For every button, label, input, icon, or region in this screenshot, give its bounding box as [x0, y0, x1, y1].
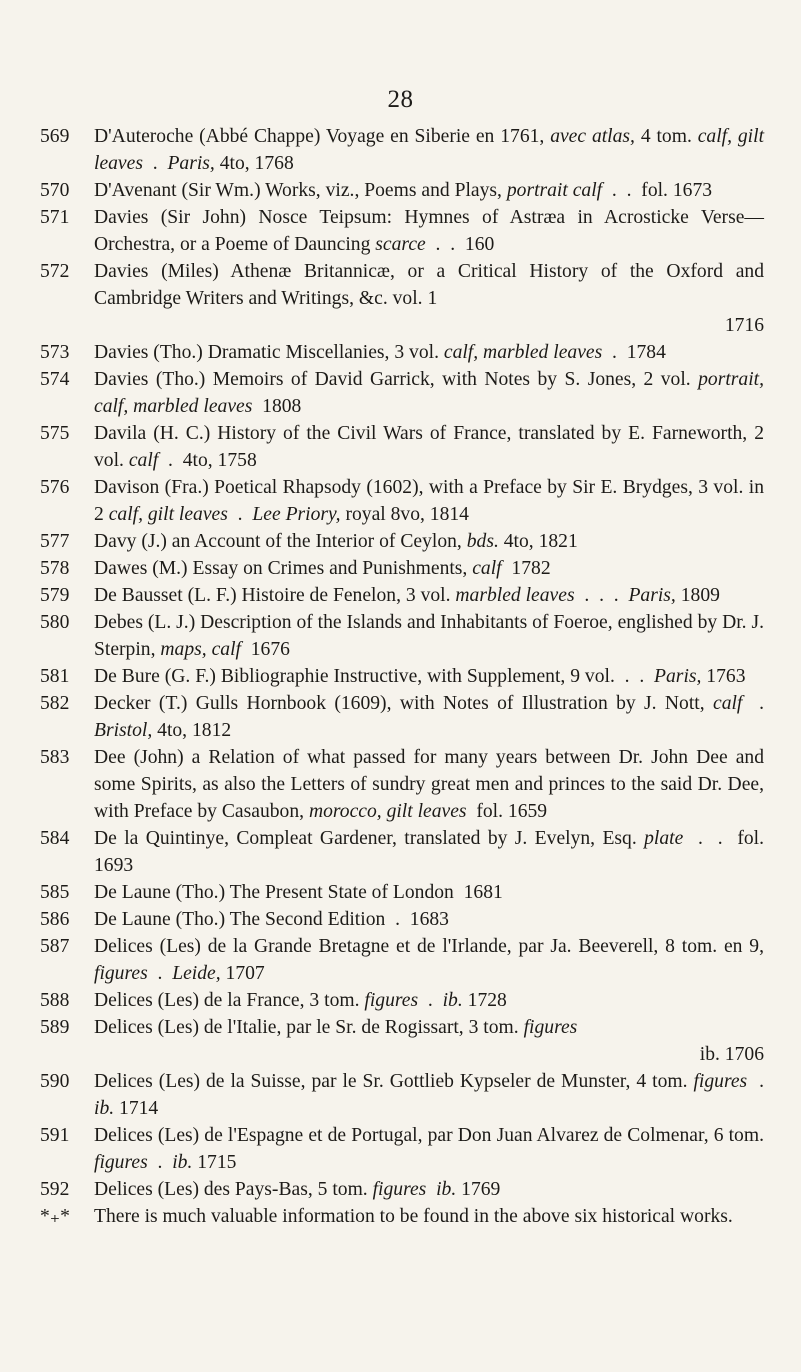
entry-text: 1707 [220, 963, 265, 984]
catalogue-entry [40, 582, 764, 609]
catalogue-entry [40, 258, 769, 339]
entry-text: Davila (H. C.) History of the Civil Wars of France, translated by E. Farneworth, 2 vol. [94, 423, 769, 471]
entry-text: 1714 [114, 1098, 159, 1119]
entry-text: 1763 [701, 666, 746, 687]
italic-text: Leide, [172, 963, 221, 984]
entry-text: De Laune (Tho.) The Second Edition . 1683 [94, 909, 449, 930]
catalogue-entry [40, 204, 764, 258]
entry-text: 1716 [724, 315, 764, 336]
italic-text: scarce [375, 234, 426, 255]
entry-text: D'Auteroche (Abbé Chappe) Voyage en Siberie en 1761, [94, 126, 551, 147]
entry-text: De Laune (Tho.) The Present State of London 1681 [94, 882, 503, 903]
entry-description [94, 906, 764, 933]
entry-text: Dee (John) a Relation of what passed for many years between Dr. John Dee and some Spirits, as also the Letters of sundry great men and princes to the said Dr. Dee, with Preface by Casaubon, [94, 747, 769, 822]
entry-number: 583 [40, 747, 70, 768]
italic-text: ib. [94, 1098, 115, 1119]
entry-description [94, 1176, 764, 1203]
entry-text: 4to, 1821 [498, 531, 578, 552]
entry-description [94, 933, 769, 987]
italic-text: ib. [699, 1044, 720, 1065]
catalogue-entry [40, 366, 769, 420]
entry-text: fol. 1659 [466, 801, 548, 822]
entry-text: . [747, 1071, 774, 1092]
entry-number: 574 [40, 369, 70, 390]
catalogue-entry [40, 1176, 764, 1203]
entry-number: 578 [40, 558, 70, 579]
entry-text [426, 1179, 436, 1200]
italic-text: Paris, [167, 153, 215, 174]
entry-number: 572 [40, 261, 70, 282]
entry-number: 579 [40, 585, 70, 606]
entry-text: . . fol. 1693 [94, 828, 769, 876]
italic-text: marbled leaves [455, 585, 575, 606]
italic-text: portrait, calf, marbled leaves [94, 369, 769, 417]
entry-text: Davies (Tho.) Memoirs of David Garrick, with Notes by S. Jones, 2 vol. [94, 369, 699, 390]
entry-description [94, 744, 769, 825]
catalogue-entries [40, 123, 774, 1230]
entry-text: 4 tom. [634, 126, 698, 147]
entry-text: Davies (Sir John) Nosce Teipsum: Hymnes of Astræa in Acrosticke Verse—Orchestra, or a Poeme of Dauncing [94, 207, 764, 255]
entry-text: Debes (L. J.) Description of the Islands and Inhabitants of Foeroe, englished by Dr. J. Sterpin, [94, 612, 769, 660]
italic-text: plate [644, 828, 684, 849]
italic-text: figures [364, 990, 419, 1011]
italic-text: figures [372, 1179, 427, 1200]
catalogue-entry [40, 555, 764, 582]
entry-text: Delices (Les) des Pays-Bas, 5 tom. [94, 1179, 373, 1200]
italic-text: calf [128, 450, 159, 471]
entry-text: . [418, 990, 443, 1011]
entry-text: 1715 [192, 1152, 237, 1173]
entry-text: Davies (Tho.) Dramatic Miscellanies, 3 vol. [94, 342, 444, 363]
entry-text: . 1784 [602, 342, 666, 363]
entry-number: 582 [40, 693, 70, 714]
entry-text: 4to, 1768 [214, 153, 294, 174]
entry-number: 587 [40, 936, 70, 957]
catalogue-entry [40, 933, 769, 987]
entry-description [94, 690, 774, 744]
entry-description [94, 1014, 764, 1041]
italic-text: figures [523, 1017, 578, 1038]
entry-number: 580 [40, 612, 70, 633]
entry-text: . [227, 504, 253, 525]
page-number: 28 [387, 86, 414, 113]
italic-text: morocco, gilt leaves [308, 801, 467, 822]
italic-text: figures [94, 963, 148, 984]
entry-number: 575 [40, 423, 70, 444]
entry-text: 4to, 1812 [152, 720, 232, 741]
italic-text: calf [472, 558, 502, 579]
entry-text: Davison (Fra.) Poetical Rhapsody (1602), with a Preface by Sir E. Brydges, 3 vol. in 2 [94, 477, 769, 525]
entry-description [94, 123, 769, 177]
catalogue-entry [40, 879, 764, 906]
catalogue-entry [40, 825, 769, 879]
entry-description [94, 258, 769, 312]
entry-description [94, 663, 764, 690]
entry-number: 569 [40, 126, 70, 147]
footnote-text: There is much valuable information to be found in the above six historical works. [94, 1206, 733, 1227]
entry-text: 1782 [501, 558, 551, 579]
entry-number: 586 [40, 909, 70, 930]
entry-text: 1706 [719, 1044, 764, 1065]
entry-description [94, 1068, 774, 1122]
entry-description [94, 987, 764, 1014]
italic-text: Paris, [628, 585, 676, 606]
italic-text: Lee Priory, [252, 504, 341, 525]
entry-text: royal 8vo, 1814 [340, 504, 469, 525]
catalogue-entry [40, 663, 764, 690]
entry-text: . . fol. 1673 [602, 180, 713, 201]
entry-date [94, 1041, 764, 1068]
italic-text: Paris, [654, 666, 702, 687]
entry-number: 589 [40, 1017, 70, 1038]
entry-number: 588 [40, 990, 70, 1011]
entry-number: 577 [40, 531, 70, 552]
italic-text: figures [693, 1071, 748, 1092]
entry-text: Dawes (M.) Essay on Crimes and Punishments, [94, 558, 473, 579]
entry-text: 1676 [240, 639, 290, 660]
entry-description [94, 474, 769, 528]
entry-text: De Bure (G. F.) Bibliographie Instructive, with Supplement, 9 vol. . . [94, 666, 655, 687]
entry-date [94, 312, 764, 339]
entry-number: 581 [40, 666, 70, 687]
footnote [40, 1203, 764, 1230]
entry-number: 585 [40, 882, 70, 903]
entry-number: 571 [40, 207, 70, 228]
entry-text: Delices (Les) de la Suisse, par le Sr. Gottlieb Kypseler de Munster, 4 tom. [94, 1071, 694, 1092]
entry-text: Delices (Les) de l'Espagne et de Portugal, par Don Juan Alvarez de Colmenar, 6 tom. [94, 1125, 769, 1146]
italic-text: portrait calf [506, 180, 603, 201]
italic-text: calf, gilt leaves [94, 126, 769, 174]
catalogue-entry [40, 609, 769, 663]
italic-text: calf, marbled leaves [443, 342, 603, 363]
italic-text: ib. [172, 1152, 193, 1173]
italic-text: avec atlas, [550, 126, 635, 147]
entry-text: Delices (Les) de la France, 3 tom. [94, 990, 365, 1011]
entry-text: Delices (Les) de la Grande Bretagne et de l'Irlande, par Ja. Beeverell, 8 tom. en 9, [94, 936, 769, 957]
catalogue-entry [40, 339, 764, 366]
italic-text: bds. [466, 531, 499, 552]
catalogue-entry [40, 528, 764, 555]
entry-text: 1808 [252, 396, 302, 417]
entry-number: 573 [40, 342, 70, 363]
footnote-mark: *₊* [40, 1206, 70, 1227]
entry-text: . [147, 963, 173, 984]
entry-text: De Bausset (L. F.) Histoire de Fenelon, 3 vol. [94, 585, 456, 606]
italic-text: Bristol, [94, 720, 153, 741]
entry-description [94, 825, 769, 879]
entry-text: Davies (Miles) Athenæ Britannicæ, or a Critical History of the Oxford and Cambridge Writers and Writings, &c. vol. 1 [94, 261, 769, 309]
italic-text: calf [713, 693, 743, 714]
catalogue-entry [40, 420, 769, 474]
italic-text: figures [94, 1152, 148, 1173]
catalogue-entry [40, 474, 769, 528]
entry-number: 592 [40, 1179, 70, 1200]
entry-text: . [142, 153, 168, 174]
entry-text: De la Quintinye, Compleat Gardener, translated by J. Evelyn, Esq. [94, 828, 645, 849]
entry-number: 590 [40, 1071, 70, 1092]
entry-description [94, 609, 769, 663]
entry-text: Delices (Les) de l'Italie, par le Sr. de Rogissart, 3 tom. [94, 1017, 524, 1038]
italic-text: ib. [436, 1179, 457, 1200]
entry-text: 1809 [675, 585, 720, 606]
entry-number: 591 [40, 1125, 70, 1146]
catalogue-entry [40, 987, 764, 1014]
italic-text: calf, gilt leaves [108, 504, 228, 525]
entry-description [94, 555, 764, 582]
entry-number: 584 [40, 828, 70, 849]
entry-number: 576 [40, 477, 70, 498]
entry-text: D'Avenant (Sir Wm.) Works, viz., Poems and Plays, [94, 180, 507, 201]
catalogue-entry [40, 1122, 769, 1176]
italic-text: maps, calf [160, 639, 241, 660]
entry-description [94, 879, 764, 906]
entry-text: Decker (T.) Gulls Hornbook (1609), with Notes of Illustration by J. Nott, [94, 693, 713, 714]
entry-text: Davy (J.) an Account of the Interior of Ceylon, [94, 531, 467, 552]
entry-number: 570 [40, 180, 70, 201]
entry-text: 1728 [462, 990, 507, 1011]
catalogue-entry [40, 123, 769, 177]
entry-text: . 4to, 1758 [158, 450, 257, 471]
catalogue-entry [40, 177, 764, 204]
catalogue-entry [40, 1068, 774, 1122]
entry-text: . [742, 693, 774, 714]
entry-description [94, 582, 764, 609]
italic-text: ib. [442, 990, 463, 1011]
entry-description [94, 528, 764, 555]
entry-description [94, 339, 764, 366]
catalogue-entry [40, 690, 774, 744]
entry-text: . . 160 [425, 234, 495, 255]
catalogue-entry [40, 906, 764, 933]
catalogue-entry [40, 1014, 764, 1068]
catalogue-entry [40, 744, 769, 825]
entry-text: . [147, 1152, 173, 1173]
entry-description [94, 420, 769, 474]
entry-description [94, 204, 764, 258]
entry-text: . . . [574, 585, 629, 606]
entry-description [94, 1122, 769, 1176]
entry-description [94, 177, 764, 204]
entry-text: 1769 [456, 1179, 501, 1200]
entry-description [94, 366, 769, 420]
